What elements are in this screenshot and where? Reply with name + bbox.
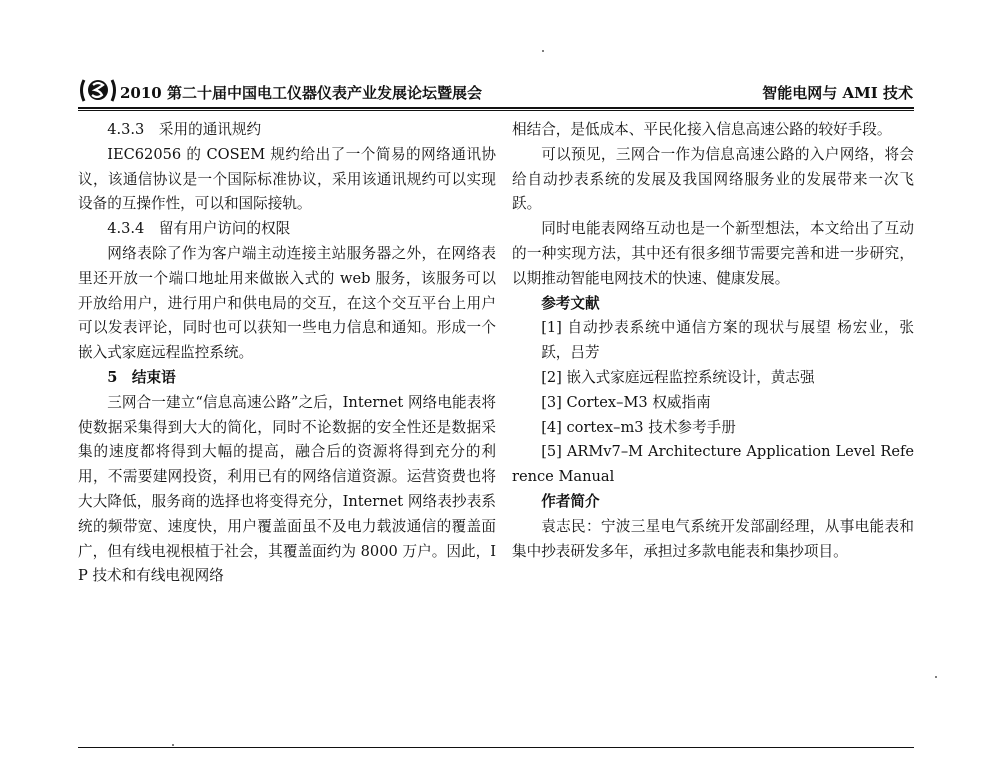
footer-rule bbox=[78, 747, 914, 748]
paragraph-protocol: IEC62056 的 COSEM 规约给出了一个简易的网络通讯协议，该通信协议是一个国际标准协议，采用该通讯规约可以实现设备的互操作性，可以和国际接轨。 bbox=[78, 145, 496, 213]
header-rule-thin bbox=[78, 110, 914, 111]
right-column bbox=[512, 118, 914, 564]
scan-speck bbox=[935, 676, 937, 678]
author-heading: 作者简介 bbox=[541, 492, 600, 510]
paragraph-conclusion: 三网合一建立“信息高速公路”之后，Internet 网络电能表将使数据采集得到大大的简化，同时不论数据的安全性还是数据采集的速度都将得到大幅的提高，融合后的资源将得到充分的利用，不需要建网投资，利用已有的网络信道资源。运营资费也将大大降低，服务商的选择也将变得充分，Internet 网络表抄表系统的频带宽、速度快，用户覆盖面虽不及电力载波通信的覆盖面广，但有线电视根植于社会，其覆盖面约为 8000 万户。因此，IP 技术和有线电视网络 bbox=[78, 393, 496, 585]
paragraph-user-access: 网络表除了作为客户端主动连接主站服务器之外，在网络表里还开放一个端口地址用来做嵌入式的 web 服务，该服务可以开放给用户，进行用户和供电局的交互，在这个交互平台上用户可以发表评论，同时也可以获知一些电力信息和通知。形成一个嵌入式家庭远程监控系统。 bbox=[78, 244, 496, 362]
running-header bbox=[78, 76, 913, 104]
heading-4-3-3: 4.3.3 采用的通讯规约 bbox=[107, 121, 262, 138]
references-heading: 参考文献 bbox=[541, 294, 600, 312]
heading-4-3-4: 4.3.4 留有用户访问的权限 bbox=[107, 220, 291, 238]
scan-speck bbox=[542, 50, 544, 52]
reference-item: [5] ARMv7–M Architecture Application Level Reference Manual bbox=[512, 443, 914, 486]
paragraph-forecast: 可以预见，三网合一作为信息高速公路的入户网络，将会给自动抄表系统的发展及我国网络服务业的发展带来一次飞跃。 bbox=[512, 145, 914, 213]
conference-title: 2010 第二十届中国电工仪器仪表产业发展论坛暨展会 bbox=[120, 84, 482, 102]
header-rule bbox=[78, 107, 914, 109]
scan-speck bbox=[172, 744, 174, 746]
reference-item: [1] 自动抄表系统中通信方案的现状与展望 杨宏业，张跃，吕芳 bbox=[541, 319, 914, 362]
reference-item: [4] cortex–m3 技术参考手册 bbox=[541, 418, 736, 436]
section-title: 智能电网与 AMI 技术 bbox=[762, 84, 913, 102]
author-bio: 袁志民：宁波三星电气系统开发部副经理，从事电能表和集中抄表研发多年，承担过多款电能表和集抄项目。 bbox=[512, 517, 914, 560]
conference-logo-icon bbox=[78, 76, 118, 104]
reference-item: [3] Cortex–M3 权威指南 bbox=[541, 393, 711, 411]
heading-conclusion: 5 结束语 bbox=[107, 368, 176, 386]
paragraph-interaction: 同时电能表网络互动也是一个新型想法，本文给出了互动的一种实现方法，其中还有很多细节需要完善和进一步研究，以期推动智能电网技术的快速、健康发展。 bbox=[512, 220, 914, 287]
left-column bbox=[78, 118, 496, 589]
paragraph-continuation: 相结合，是低成本、平民化接入信息高速公路的较好手段。 bbox=[512, 121, 892, 138]
reference-item: [2] 嵌入式家庭远程监控系统设计，黄志强 bbox=[541, 368, 815, 386]
